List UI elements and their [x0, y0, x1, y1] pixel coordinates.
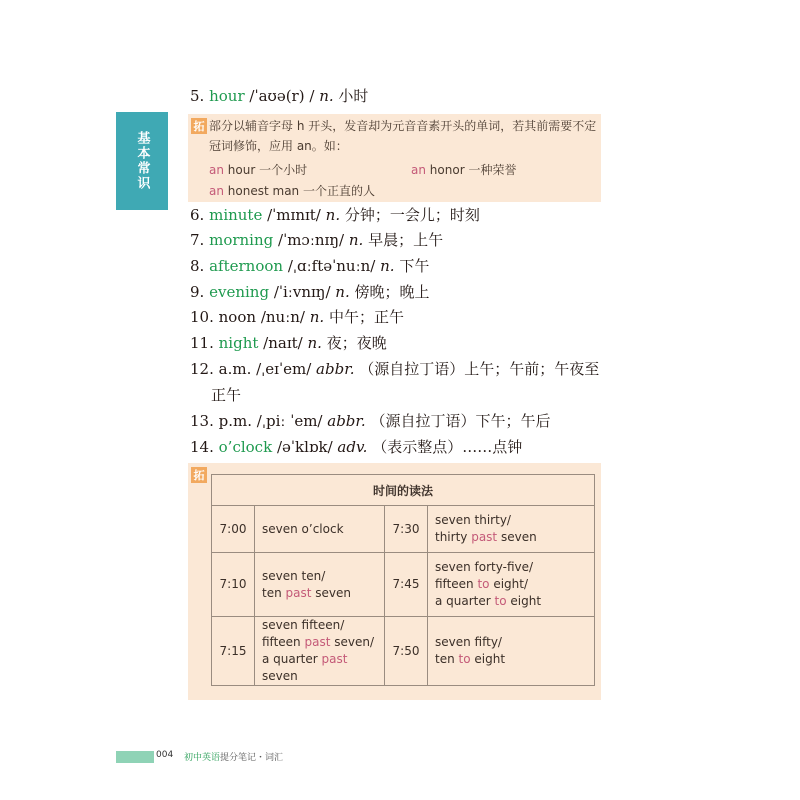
expansion-badge: 拓: [191, 118, 207, 134]
entry-number: 14.: [190, 438, 214, 456]
reading-text: seven fifteen/: [262, 618, 345, 632]
entry-phonetic: /ˈmɔːnɪŋ/: [278, 231, 345, 249]
reading-text: seven fifty/: [435, 635, 502, 649]
reading-text: ten: [435, 652, 459, 666]
entry-phonetic: /nuːn/: [260, 308, 305, 326]
reading-line: [262, 634, 377, 651]
reading-text: seven: [497, 530, 537, 544]
entry-pos: n.: [348, 231, 364, 249]
entry-word: minute: [209, 206, 263, 224]
entry-meaning: 早晨；上午: [368, 231, 444, 249]
entry-meaning: 中午；正午: [328, 308, 404, 326]
reading-text: eight/: [489, 577, 529, 591]
book-title-rest: 提分笔记・词汇: [220, 753, 284, 763]
book-title: [184, 750, 283, 763]
entry-number: 7.: [190, 231, 205, 249]
entry-number: 5.: [190, 87, 205, 105]
reading-cell: [255, 617, 385, 686]
reading-text: a quarter: [262, 652, 322, 666]
vocab-entry: [190, 307, 404, 327]
highlighted-preposition: to: [458, 652, 471, 666]
reading-text: eight: [470, 652, 506, 666]
time-cell: 7:15: [212, 617, 255, 686]
vocab-entry: [190, 411, 551, 431]
reading-text: seven: [311, 585, 351, 600]
entry-word: evening: [209, 283, 270, 301]
reading-text: a quarter: [435, 594, 495, 608]
section-side-tab: [116, 112, 168, 210]
reading-cell: [428, 553, 595, 617]
entry-word: afternoon: [209, 257, 284, 275]
entry-word: o’clock: [218, 438, 273, 456]
entry-pos: abbr.: [327, 412, 366, 430]
expansion-note: [188, 114, 601, 202]
entry-pos: n.: [309, 308, 325, 326]
entry-meaning: 夜；夜晚: [326, 334, 387, 352]
note-example: [411, 162, 516, 178]
vocab-entry-continuation: [211, 385, 241, 405]
reading-cell: [255, 553, 385, 617]
entry-pos: n.: [380, 257, 395, 275]
entry-word: morning: [209, 231, 274, 249]
entry-pos: n.: [325, 206, 341, 224]
time-cell: 7:00: [212, 506, 255, 553]
entry-pos: adv.: [337, 438, 368, 456]
entry-phonetic: /ˌeɪˈem/: [256, 360, 312, 378]
expansion-badge: 拓: [191, 467, 207, 483]
reading-line: [262, 585, 377, 602]
highlighted-preposition: to: [494, 594, 507, 608]
table-row: [212, 617, 595, 686]
reading-line: [262, 617, 377, 634]
entry-number: 12.: [190, 360, 214, 378]
reading-text: seven: [262, 669, 298, 683]
reading-text: seven o’clock: [262, 521, 344, 536]
time-cell: 7:30: [385, 506, 428, 553]
reading-text: seven/: [330, 635, 374, 649]
vocab-entry: [190, 256, 429, 276]
highlighted-preposition: to: [477, 577, 490, 591]
note-example-text: honor 一种荣誉: [429, 163, 517, 177]
entry-pos: n.: [319, 87, 334, 105]
entry-meaning: （源自拉丁语）上午；午前；午夜至: [359, 360, 600, 378]
entry-pos: n.: [335, 283, 350, 301]
note-example-article: an: [209, 184, 224, 198]
entry-phonetic: /ˈmɪnɪt/: [267, 206, 321, 224]
vocab-entry: [190, 205, 480, 225]
entry-meaning-continued: 正午: [211, 386, 242, 404]
entry-word: a.m.: [218, 360, 252, 378]
entry-word: p.m.: [218, 412, 253, 430]
entry-phonetic: /ˌɑːftəˈnuːn/: [287, 257, 376, 275]
note-example-text: hour 一个小时: [227, 163, 308, 177]
time-cell: 7:50: [385, 617, 428, 686]
entry-meaning: （源自拉丁语）下午；午后: [370, 412, 551, 430]
entry-pos: abbr.: [316, 360, 355, 378]
expansion-note-text: 部分以辅音字母 h 开头，发音却为元音音素开头的单词，若其前需要不定冠词修饰，应用 an。如：: [209, 119, 597, 153]
entry-meaning: 傍晚；晚上: [354, 283, 430, 301]
entry-pos: n.: [307, 334, 322, 352]
reading-cell: [428, 617, 595, 686]
highlighted-preposition: past: [321, 652, 348, 666]
entry-meaning: （表示整点）……点钟: [372, 438, 523, 456]
table-title: 时间的读法: [212, 475, 595, 506]
vocab-entry: [190, 230, 443, 250]
entry-phonetic: /ˈiːvnɪŋ/: [273, 283, 331, 301]
reading-line: [435, 559, 587, 576]
reading-cell: [255, 506, 385, 553]
entry-phonetic: /ˈaʊə(r) /: [249, 87, 315, 105]
reading-line: [435, 634, 587, 651]
time-reading-table: [211, 474, 595, 686]
entry-number: 9.: [190, 283, 205, 301]
reading-line: [262, 521, 377, 538]
entry-phonetic: /ˌpiː ˈem/: [256, 412, 323, 430]
reading-line: [435, 576, 587, 593]
reading-line: [262, 568, 377, 585]
reading-line: [262, 651, 377, 685]
vocab-entry: [190, 333, 387, 353]
reading-line: [435, 651, 587, 668]
table-header-row: [212, 475, 595, 506]
reading-line: [435, 512, 587, 529]
reading-text: seven thirty/: [435, 513, 511, 527]
entry-meaning: 下午: [399, 257, 430, 275]
entry-number: 8.: [190, 257, 205, 275]
note-example: [209, 183, 375, 199]
reading-text: fifteen: [262, 635, 305, 649]
reading-line: [435, 529, 587, 546]
entry-word: noon: [218, 308, 257, 326]
entry-word: night: [218, 334, 259, 352]
reading-cell: [428, 506, 595, 553]
entry-meaning: 小时: [338, 87, 369, 105]
highlighted-preposition: past: [285, 585, 312, 600]
table-row: [212, 506, 595, 553]
vocab-entry: [190, 437, 522, 457]
highlighted-preposition: past: [471, 530, 498, 544]
note-example-text: honest man 一个正直的人: [227, 184, 375, 198]
table-row: [212, 553, 595, 617]
reading-text: seven ten/: [262, 568, 326, 583]
note-example-article: an: [411, 163, 426, 177]
time-cell: 7:45: [385, 553, 428, 617]
page-number: 004: [156, 750, 174, 760]
time-cell: 7:10: [212, 553, 255, 617]
entry-number: 10.: [190, 308, 214, 326]
section-side-tab-label: 基本常识: [134, 131, 150, 191]
reading-text: thirty: [435, 530, 472, 544]
reading-text: seven forty-five/: [435, 560, 534, 574]
vocab-entry: [190, 86, 368, 106]
entry-meaning: 分钟；一会儿；时刻: [344, 206, 480, 224]
highlighted-preposition: past: [304, 635, 331, 649]
reading-line: [435, 593, 587, 610]
note-example: [209, 162, 307, 178]
entry-phonetic: /əˈklɒk/: [276, 438, 333, 456]
vocab-entry: [190, 282, 430, 302]
book-title-colored: 初中英语: [184, 753, 221, 763]
reading-text: fifteen: [435, 577, 478, 591]
vocab-entry: [190, 359, 599, 379]
reading-text: eight: [506, 594, 542, 608]
footer-accent-bar: [116, 751, 154, 763]
entry-number: 6.: [190, 206, 205, 224]
note-example-article: an: [209, 163, 224, 177]
entry-number: 13.: [190, 412, 214, 430]
reading-text: ten: [262, 585, 286, 600]
entry-phonetic: /naɪt/: [263, 334, 303, 352]
entry-word: hour: [209, 87, 245, 105]
entry-number: 11.: [190, 334, 214, 352]
